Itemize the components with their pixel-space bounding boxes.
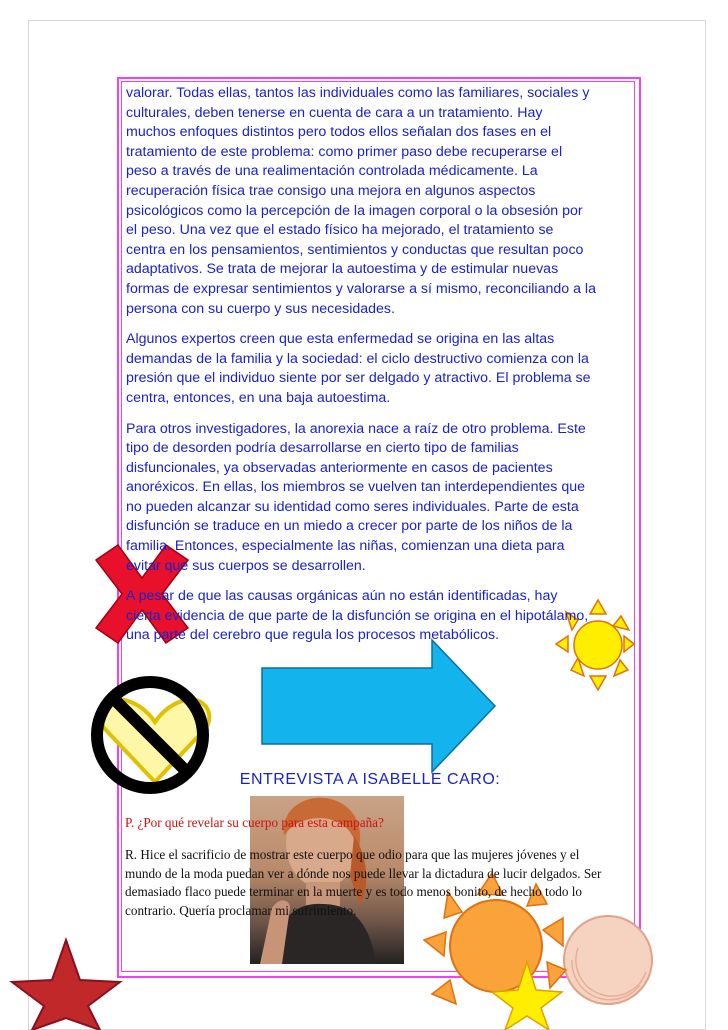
- article-paragraph: A pesar de que las causas orgánicas aún no están identificadas, hay cierta evidencia de que parte de la disfunción se origina en el hipotálamo, una parte del cerebro que regula los procesos metabólicos.: [126, 588, 589, 644]
- article-body: [126, 84, 596, 657]
- interview-section: [125, 814, 605, 920]
- interview-question: P. ¿Por qué revelar su cuerpo para esta campaña?: [125, 815, 384, 830]
- blue-arrow-shape: [262, 640, 495, 772]
- moon-shape: [564, 916, 652, 1004]
- interview-title: ENTREVISTA A ISABELLE CARO:: [239, 771, 501, 788]
- interview-answer: R. Hice el sacrificio de mostrar este cuerpo que odio para que las mujeres jóvenes y el mundo de la moda puedan ver a dónde nos puede llevar la dictadura de lucir delgados. Ser demasiado flaco puede terminar en la muerte y es todo menos bonito, de hecho todo lo contrario. Quería proclamar mi sufrimiento.: [125, 847, 602, 918]
- red-star-shape: [12, 940, 120, 1030]
- article-paragraph: valorar. Todas ellas, tantos las individuales como las familiares, sociales y culturales, deben tenerse en cuenta de cara a un tratamiento. Hay muchos enfoques distintos pero todos ellos señalan dos fases en el tratamiento de este problema: como primer paso debe recuperarse el peso a través de una realimentación controlada médicamente. La recuperación física trae consigo una mejora en algunos aspectos psicológicos como la percepción de la imagen corporal o la obsesión por el peso. Una vez que el estado físico ha mejorado, el tratamiento se centra en los pensamientos, sentimientos y conductas que resultan poco adaptativos. Se trata de mejorar la autoestima y de estimular nuevas formas de expresar sentimientos y valorarse a sí mismo, reconciliando a la persona con su cuerpo y sus necesidades.: [126, 85, 596, 317]
- article-paragraph: Algunos expertos creen que esta enfermedad se origina en las altas demandas de la familia y la sociedad: el ciclo destructivo comienza con la presión que el individuo siente por ser delgado y atractivo. El problema se centra, entonces, en una baja autoestima.: [126, 331, 591, 406]
- article-paragraph: Para otros investigadores, la anorexia nace a raíz de otro problema. Este tipo de desorden podría desarrollarse en cierto tipo de familias disfuncionales, ya observadas anteriormente en casos de pacientes anoréxicos. En ellas, los miembros se vuelven tan interdependientes que no pueden alcanzar su identidad como seres individuales. Parte de esta disfunción se traduce en un miedo a crecer por parte de los niños de la familia. Entonces, especialmente las niñas, comienzan una dieta para evitar que sus cuerpos se desarrollen.: [126, 420, 586, 574]
